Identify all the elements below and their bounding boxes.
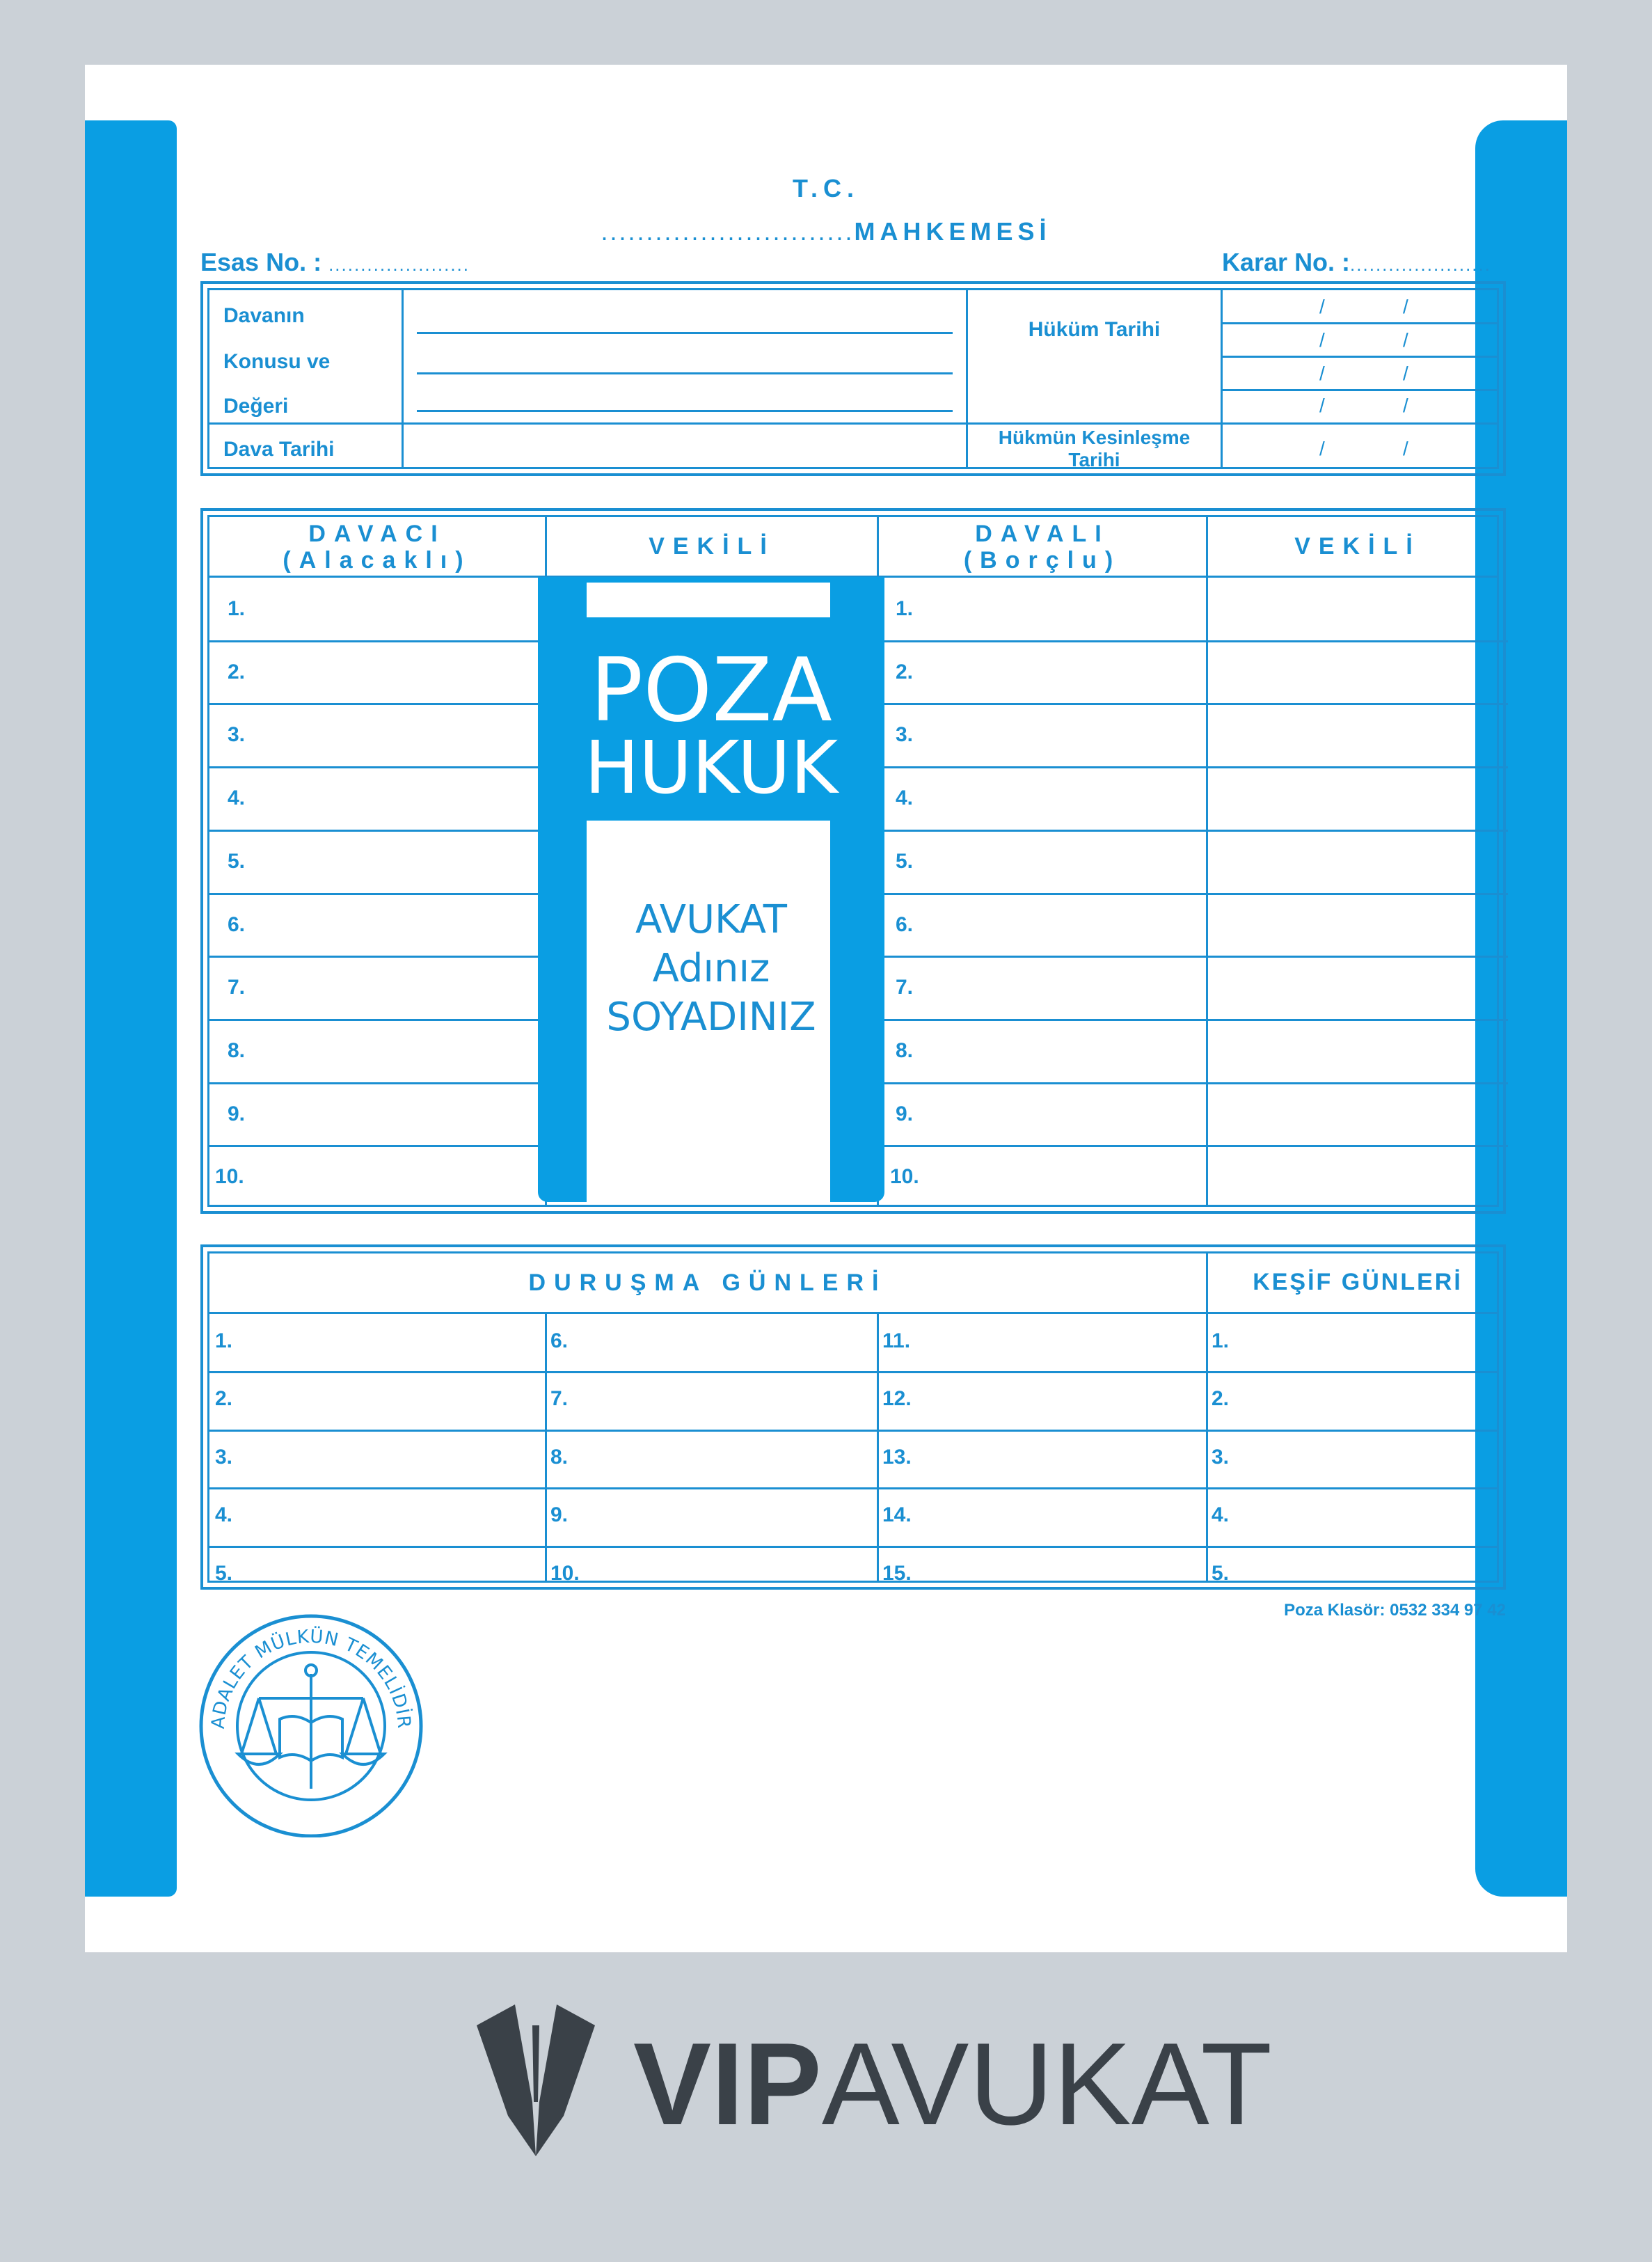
discovery-row-number: 3. — [1212, 1445, 1230, 1469]
date-slash: / — [1403, 363, 1408, 384]
left-color-band — [85, 120, 177, 1897]
row-divider — [209, 1371, 1497, 1373]
hearing-row-number: 2. — [215, 1387, 233, 1411]
hukuk-title: HUKUK — [584, 725, 839, 810]
davali-heading-1: DAVALI — [975, 521, 1110, 547]
row-divider — [209, 1082, 538, 1084]
hearing-row-number: 11. — [882, 1329, 911, 1352]
row-divider — [884, 766, 1508, 768]
discovery-row-number: 4. — [1212, 1503, 1230, 1527]
write-line — [417, 410, 953, 412]
hearing-row-number: 5. — [215, 1561, 233, 1585]
court-dots: ............................ — [601, 217, 855, 246]
divider — [1206, 1253, 1208, 1581]
hearing-row-number: 12. — [882, 1387, 912, 1411]
hearing-row-number: 8. — [550, 1445, 569, 1469]
discovery-row-number: 2. — [1212, 1387, 1230, 1411]
avukat-label: AVUKAT — [635, 897, 787, 942]
davali-row-number: 5. — [896, 849, 914, 873]
discovery-row-number: 5. — [1212, 1561, 1230, 1585]
esas-dots: ...................... — [328, 254, 470, 275]
write-line — [417, 332, 953, 334]
date-slash: / — [1403, 296, 1408, 317]
esas-label: Esas No. : — [200, 248, 322, 276]
finality-date-label-1: Hükmün Kesinleşme — [998, 427, 1191, 448]
row-divider — [884, 1019, 1508, 1021]
discovery-row-number: 1. — [1212, 1329, 1230, 1352]
davaci-row-number: 3. — [228, 723, 246, 747]
divider — [1221, 389, 1497, 391]
judgment-date-label: Hüküm Tarihi — [1028, 318, 1161, 341]
brand-light: AVUKAT — [821, 2018, 1273, 2149]
divider — [545, 1313, 547, 1581]
date-slash: / — [1319, 296, 1325, 317]
name-placeholder: Adınız — [652, 946, 770, 991]
seal-text: ADALET MÜLKÜN TEMELİDİR — [207, 1626, 415, 1730]
row-divider — [884, 640, 1508, 642]
hearings-inner — [207, 1251, 1499, 1583]
divider — [877, 1313, 879, 1581]
parties-inner — [207, 515, 1499, 1207]
row-divider — [209, 893, 538, 895]
davaci-row-number: 6. — [228, 912, 246, 936]
karar-no — [1222, 248, 1491, 277]
davali-row-number: 3. — [896, 723, 914, 747]
date-slash: / — [1319, 363, 1325, 384]
davaci-row-number: 8. — [228, 1038, 246, 1062]
date-slash: / — [1403, 395, 1408, 416]
row-divider — [884, 1145, 1508, 1147]
davaci-row-number: 1. — [228, 597, 246, 620]
davali-row-number: 1. — [896, 597, 914, 620]
case-date-label: Dava Tarihi — [223, 438, 335, 461]
row-divider — [209, 830, 538, 832]
row-divider — [209, 766, 538, 768]
row-divider — [209, 956, 538, 958]
davali-row-number: 6. — [896, 912, 914, 936]
row-divider — [209, 1430, 1497, 1432]
davaci-heading-1: DAVACI — [308, 521, 446, 547]
row-divider — [884, 956, 1508, 958]
davaci-row-number: 2. — [228, 660, 246, 683]
case-info-box — [200, 281, 1506, 476]
hearing-row-number: 14. — [882, 1503, 912, 1527]
vip-avukat-logo-icon — [466, 1998, 605, 2165]
hearing-row-number: 6. — [550, 1329, 569, 1352]
date-slash: / — [1319, 329, 1325, 351]
subject-label-3: Değeri — [223, 395, 289, 418]
date-slash: / — [1319, 438, 1325, 459]
surname-placeholder: SOYADINIZ — [606, 995, 816, 1040]
davali-row-number: 7. — [896, 976, 914, 999]
divider — [402, 290, 404, 467]
vip-avukat-wordmark — [633, 2018, 1273, 2149]
divider — [1221, 322, 1497, 324]
row-divider — [884, 830, 1508, 832]
row-divider — [209, 640, 538, 642]
divider — [1206, 517, 1208, 1205]
row-divider — [209, 1145, 538, 1147]
tc-heading: T.C. — [792, 174, 859, 203]
poza-title: POZA — [590, 639, 832, 741]
divider — [209, 422, 1497, 425]
finality-date-label-2: Tarihi — [1068, 449, 1120, 470]
row-divider — [209, 1546, 1497, 1548]
hearings-box — [200, 1244, 1506, 1590]
hearing-row-number: 1. — [215, 1329, 233, 1352]
davaci-row-number: 4. — [228, 786, 246, 810]
row-divider — [884, 703, 1508, 705]
scales-of-justice-seal — [196, 1608, 426, 1837]
divider — [1221, 356, 1497, 358]
divider — [209, 1312, 1497, 1314]
discovery-days-heading: KEŞİF GÜNLERİ — [1253, 1269, 1463, 1295]
hearing-row-number: 13. — [882, 1445, 912, 1469]
davali-row-number: 4. — [896, 786, 914, 810]
court-heading — [0, 217, 1652, 246]
hearing-row-number: 15. — [882, 1561, 912, 1585]
divider — [1221, 290, 1223, 467]
davali-row-number: 2. — [896, 660, 914, 683]
hearing-row-number: 7. — [550, 1387, 569, 1411]
date-slash: / — [1319, 395, 1325, 416]
brand-bold: VIP — [633, 2018, 822, 2149]
esas-no — [200, 248, 470, 277]
write-line — [417, 372, 953, 374]
davaci-row-number: 5. — [228, 849, 246, 873]
row-divider — [209, 1487, 1497, 1489]
case-info-inner — [207, 288, 1499, 469]
davaci-row-number: 7. — [228, 976, 246, 999]
date-slash: / — [1403, 438, 1408, 459]
parties-box — [200, 508, 1506, 1214]
davaci-row-number: 9. — [228, 1102, 246, 1125]
davaci-row-number: 10. — [215, 1165, 244, 1189]
subject-label-2: Konusu ve — [223, 350, 331, 373]
karar-dots: ...................... — [1350, 254, 1491, 275]
hearing-days-heading: DURUŞMA GÜNLERİ — [528, 1270, 887, 1296]
row-divider — [884, 893, 1508, 895]
poza-hukuk-panel — [538, 577, 884, 1202]
row-divider — [209, 1019, 538, 1021]
hearing-row-number: 9. — [550, 1503, 569, 1527]
vekili-heading-right: VEKİLİ — [1294, 533, 1421, 560]
hearing-row-number: 4. — [215, 1503, 233, 1527]
subject-label-1: Davanın — [223, 304, 305, 327]
row-divider — [884, 1082, 1508, 1084]
davaci-heading-2: (Alacaklı) — [283, 547, 472, 574]
davali-row-number: 10. — [890, 1165, 919, 1189]
court-label: MAHKEMESİ — [854, 217, 1051, 246]
davali-row-number: 9. — [896, 1102, 914, 1125]
footnote-phone: Poza Klasör: 0532 334 97 42 — [1284, 1601, 1506, 1620]
davali-row-number: 8. — [896, 1038, 914, 1062]
row-divider — [209, 703, 538, 705]
poza-top-slot — [587, 583, 830, 617]
karar-label: Karar No. : — [1222, 248, 1351, 276]
date-slash: / — [1403, 329, 1408, 351]
davali-heading-2: (Borçlu) — [963, 547, 1122, 574]
hearing-row-number: 10. — [550, 1561, 580, 1585]
hearing-row-number: 3. — [215, 1445, 233, 1469]
vekili-heading-left: VEKİLİ — [649, 533, 775, 560]
